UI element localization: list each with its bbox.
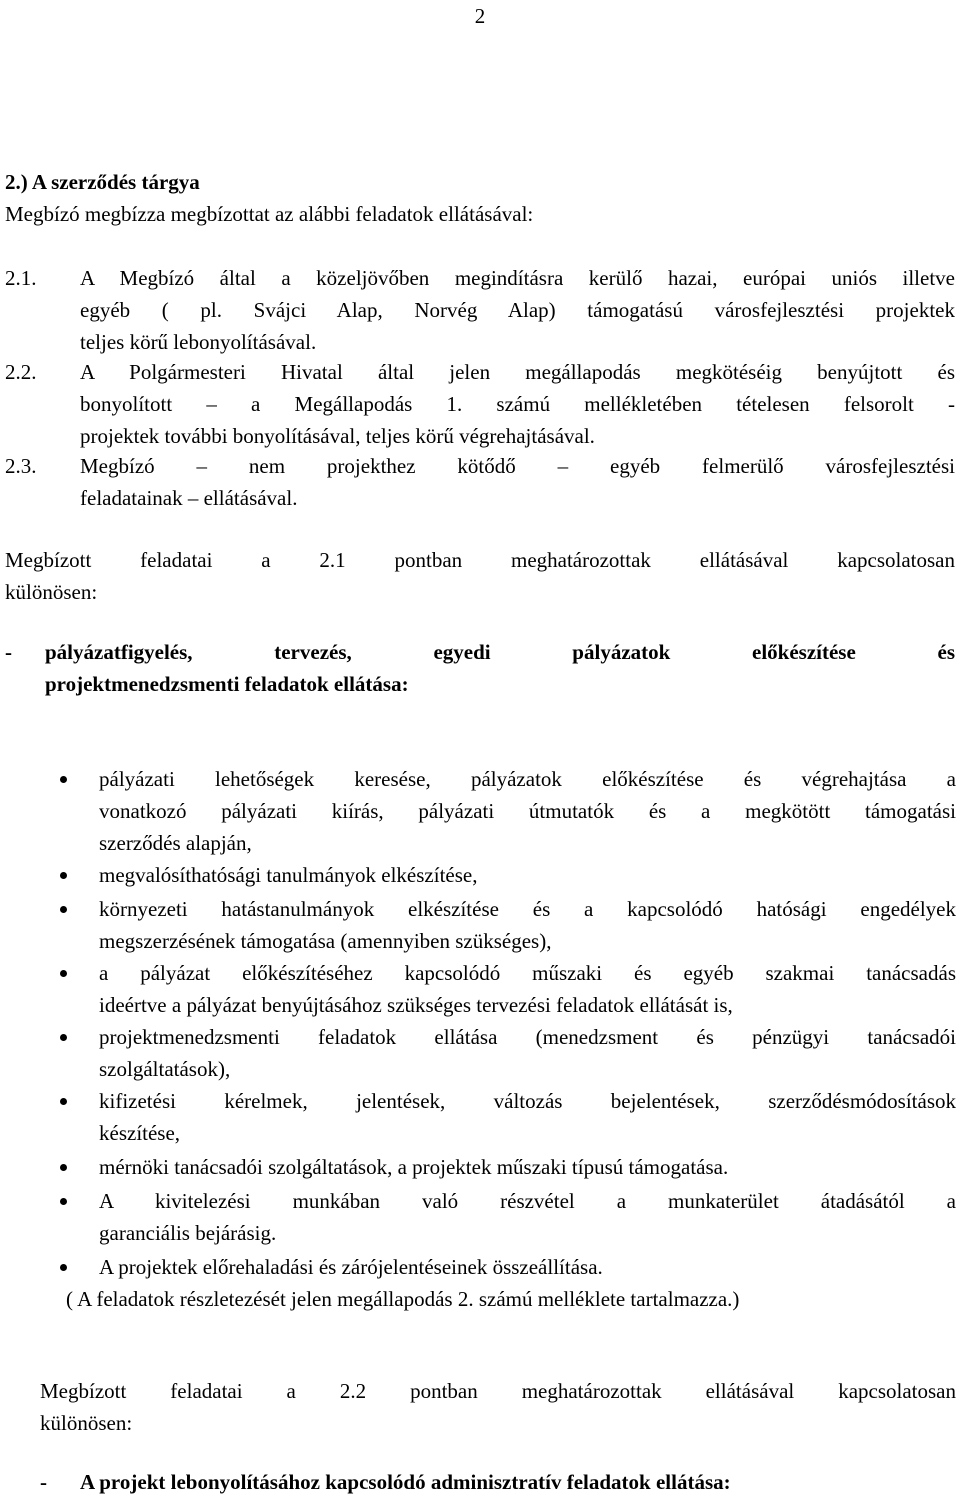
bullet-icon [60, 970, 67, 977]
bullet-icon [60, 1164, 67, 1171]
bullet-icon [60, 776, 67, 783]
bullet-item: A projektek előrehaladási és zárójelentéseinek összeállítása. [60, 1251, 956, 1283]
bullet-item: projektmenedzsmenti feladatok ellátása (menedzsment és pénzügyi tanácsadói szolgáltatások), [60, 1021, 956, 1085]
bullet-item: a pályázat előkészítéséhez kapcsolódó műszaki és egyéb szakmai tanácsadás ideértve a pályázat benyújtásához szükséges tervezési feladatok ellátását is, [60, 957, 956, 1021]
bullet-item: A kivitelezési munkában való részvétel a munkaterület átadásától a garanciális bejárásig. [60, 1185, 956, 1249]
annex-note: ( A feladatok részletezését jelen megállapodás 2. számú melléklete tartalmazza.) [66, 1287, 740, 1311]
bullet-item: megvalósíthatósági tanulmányok elkészítése, [60, 859, 956, 891]
bullet-item: kifizetési kérelmek, jelentések, változás bejelentések, szerződésmódosítások készítése, [60, 1085, 956, 1149]
bullet-item: környezeti hatástanulmányok elkészítése és a kapcsolódó hatósági engedélyek megszerzésének támogatása (amennyiben szükséges), [60, 893, 956, 957]
heading-admin-tasks: - A projekt lebonyolításához kapcsolódó adminisztratív feladatok ellátása: [40, 1470, 731, 1494]
bullet-icon [60, 1034, 67, 1041]
bullet-icon [60, 906, 67, 913]
bullet-icon [60, 872, 67, 879]
paragraph-2-2-tasks: Megbízott feladatai a 2.2 pontban meghatározottak ellátásával kapcsolatosan különösen: [40, 1379, 956, 1435]
paragraph-2-1-tasks: Megbízott feladatai a 2.1 pontban meghatározottak ellátásával kapcsolatosan különösen: [5, 548, 955, 604]
bullet-icon [60, 1264, 67, 1271]
section-title: 2.) A szerződés tárgya [5, 170, 200, 194]
bullet-icon [60, 1098, 67, 1105]
heading-tender-tasks: - pályázatfigyelés, tervezés, egyedi pályázatok előkészítése és projektmenedzsmenti feladatok ellátása: [5, 640, 955, 696]
item-2-2: 2.2. A Polgármesteri Hivatal által jelen megállapodás megkötéséig benyújtott és bonyolított – a Megállapodás 1. számú mellékletében tételesen felsorolt - projektek további bonyolításával, teljes körű végrehajtásával. [5, 360, 955, 448]
bullet-item: mérnöki tanácsadói szolgáltatások, a projektek műszaki típusú támogatása. [60, 1151, 956, 1183]
bullet-item: pályázati lehetőségek keresése, pályázatok előkészítése és végrehajtása a vonatkozó pályázati kiírás, pályázati útmutatók és a megkötött támogatási szerződés alapján, [60, 763, 956, 859]
bullet-icon [60, 1198, 67, 1205]
page-number: 2 [474, 4, 486, 28]
item-2-3: 2.3. Megbízó – nem projekthez kötődő – egyéb felmerülő városfejlesztési feladatainak – ellátásával. [5, 454, 955, 510]
item-2-1: 2.1. A Megbízó által a közeljövőben megindításra kerülő hazai, európai uniós illetve egyéb ( pl. Svájci Alap, Norvég Alap) támogatású városfejlesztési projektek teljes körű lebonyolításával. [5, 266, 955, 354]
intro-text: Megbízó megbízza megbízottat az alábbi feladatok ellátásával: [5, 202, 534, 226]
